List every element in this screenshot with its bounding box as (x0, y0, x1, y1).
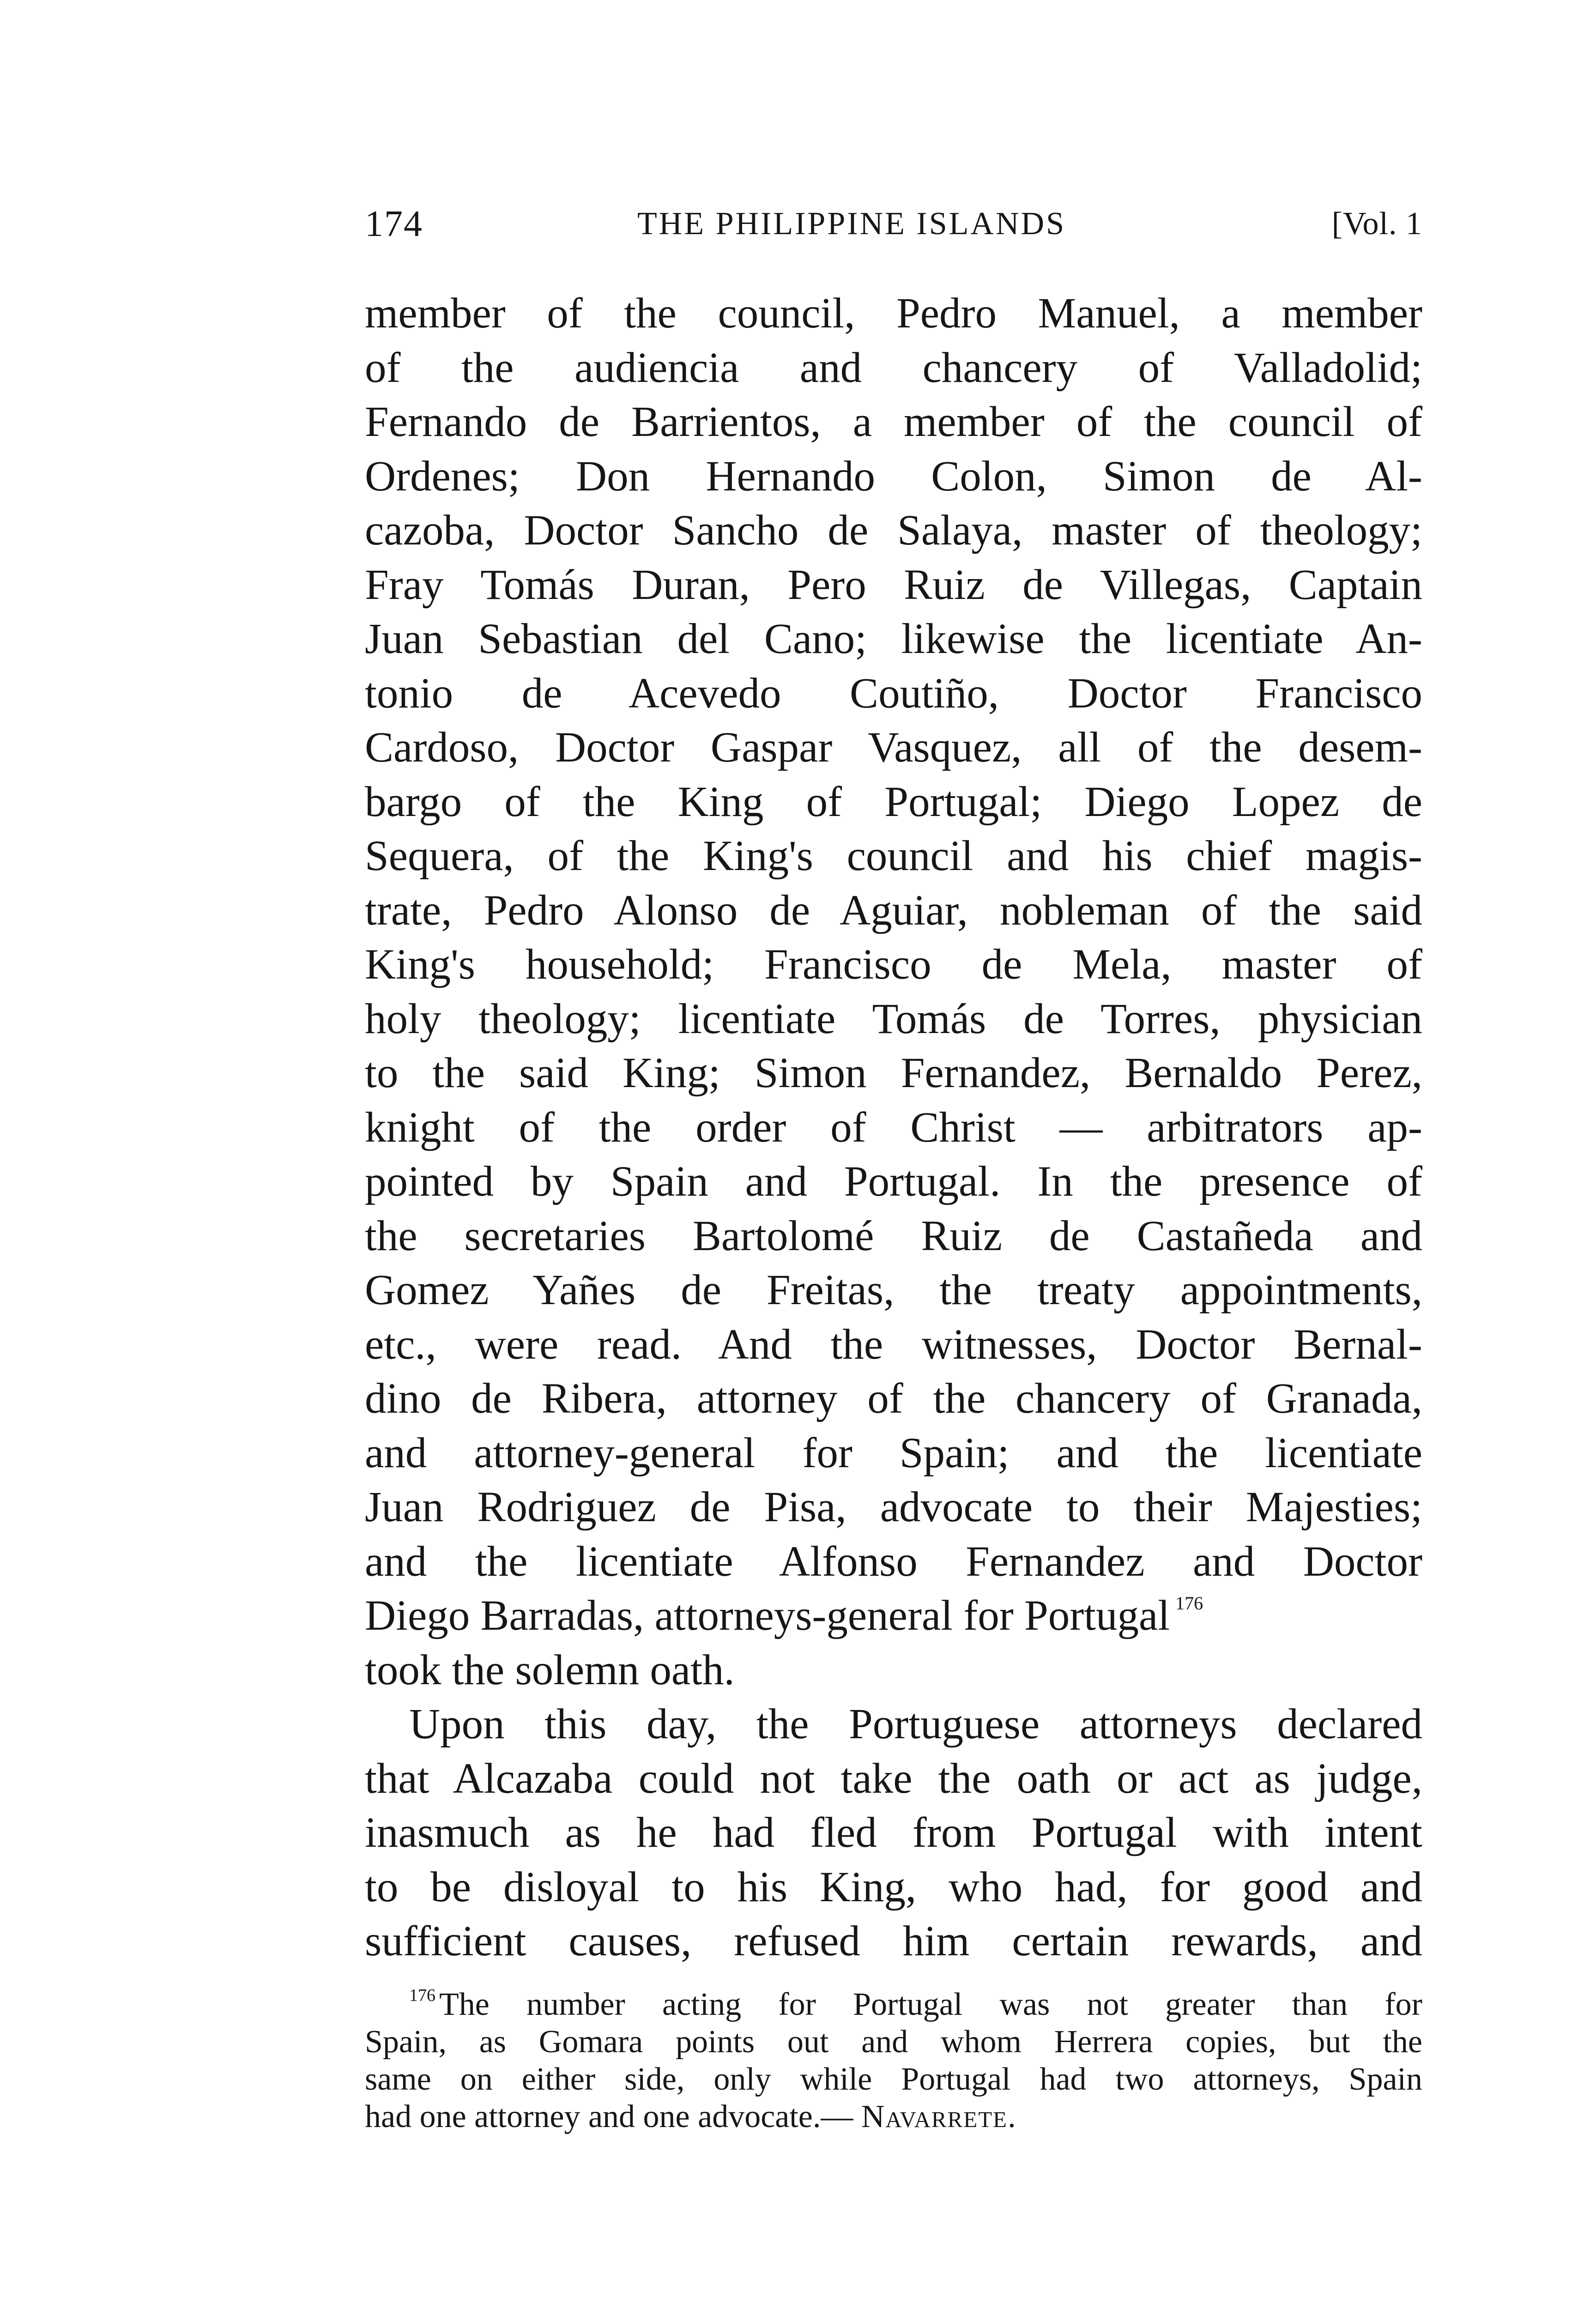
page-number: 174 (365, 204, 423, 244)
text-line: etc., were read. And the witnesses, Doctor Bernal- (365, 1320, 1422, 1368)
text-line: Juan Rodriguez de Pisa, advocate to their Majesties; (365, 1483, 1422, 1531)
text-line: took the solemn oath. (365, 1646, 735, 1694)
footnote-reference: 176 (1175, 1593, 1203, 1614)
text-line: sufficient causes, refused him certain rewards, and (365, 1917, 1422, 1965)
paragraph-first-line: Upon this day, the Portuguese attorneys declared (409, 1700, 1422, 1748)
text-line: Cardoso, Doctor Gaspar Vasquez, all of the desem- (365, 724, 1422, 771)
text-line: Ordenes; Don Hernando Colon, Simon de Al- (365, 452, 1422, 500)
text-line: Diego Barradas, attorneys-general for Portugal (365, 1592, 1170, 1639)
text-line: trate, Pedro Alonso de Aguiar, nobleman of the said (365, 886, 1422, 934)
text-line: Juan Sebastian del Cano; likewise the licentiate An- (365, 615, 1422, 663)
text-line: of the audiencia and chancery of Valladolid; (365, 344, 1422, 392)
text-line: holy theology; licentiate Tomás de Torres, physician (365, 995, 1422, 1043)
text-line: Sequera, of the King's council and his chief magis- (365, 832, 1422, 880)
footnote-text: had one attorney and one advocate.— (365, 2099, 853, 2134)
text-line: Fernando de Barrientos, a member of the council of (365, 398, 1422, 446)
text-line: and the licentiate Alfonso Fernandez and Doctor (365, 1537, 1422, 1585)
text-line: dino de Ribera, attorney of the chancery of Granada, (365, 1375, 1422, 1422)
text-line: King's household; Francisco de Mela, master of (365, 941, 1422, 988)
footnote-number: 176 (409, 1986, 435, 2005)
text-line: to be disloyal to his King, who had, for good and (365, 1863, 1422, 1911)
text-line: knight of the order of Christ — arbitrators ap- (365, 1103, 1422, 1151)
text-line: member of the council, Pedro Manuel, a member (365, 290, 1422, 337)
footnote (365, 1986, 1422, 2135)
running-title: THE PHILIPPINE ISLANDS (637, 206, 1066, 242)
footnote-line: same on either side, only while Portugal had two attorneys, Spain (365, 2061, 1422, 2097)
text-line: Fray Tomás Duran, Pero Ruiz de Villegas, Captain (365, 561, 1422, 609)
footnote-line (365, 1986, 1422, 2023)
text-line-with-note (365, 1589, 1422, 1643)
running-header (365, 199, 1422, 249)
text-line: tonio de Acevedo Coutiño, Doctor Francisco (365, 669, 1422, 717)
text-line: Gomez Yañes de Freitas, the treaty appointments, (365, 1266, 1422, 1314)
text-line: that Alcazaba could not take the oath or act as judge, (365, 1754, 1422, 1802)
text-line: cazoba, Doctor Sancho de Salaya, master of theology; (365, 507, 1422, 554)
body-text (365, 286, 1422, 1969)
volume-label: [Vol. 1 (1331, 206, 1422, 242)
text-line: and attorney-general for Spain; and the licentiate (365, 1429, 1422, 1477)
text-line: inasmuch as he had fled from Portugal with intent (365, 1809, 1422, 1856)
text-line: pointed by Spain and Portugal. In the presence of (365, 1158, 1422, 1205)
text-line: to the said King; Simon Fernandez, Bernaldo Perez, (365, 1049, 1422, 1097)
footnote-line: Spain, as Gomara points out and whom Herrera copies, but the (365, 2024, 1422, 2060)
text-line: bargo of the King of Portugal; Diego Lopez de (365, 778, 1422, 826)
footnote-attribution: Navarrete. (861, 2099, 1017, 2134)
text-line: the secretaries Bartolomé Ruiz de Castañeda and (365, 1212, 1422, 1260)
footnote-line (365, 2098, 1422, 2135)
footnote-text: The number acting for Portugal was not greater than for (439, 1987, 1422, 2022)
